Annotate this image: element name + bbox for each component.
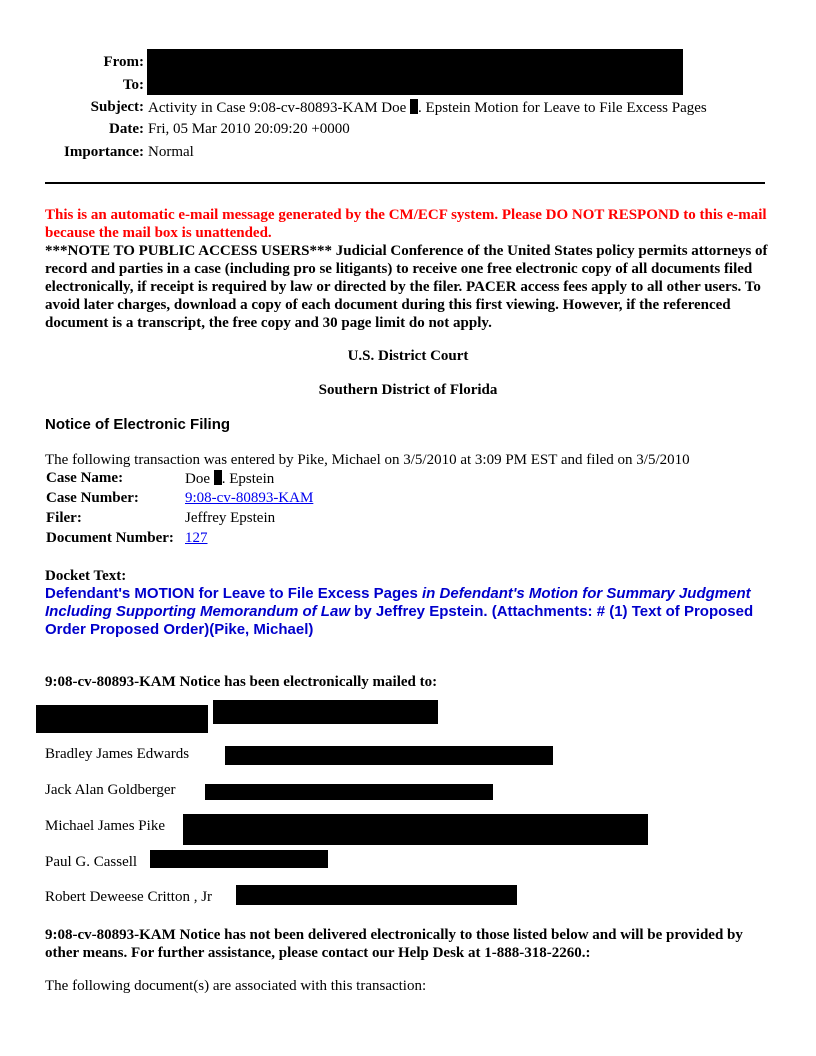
- header-divider: [45, 182, 765, 184]
- document-number-row: [45, 530, 314, 550]
- subject-text-pre: Activity in Case 9:08-cv-80893-KAM Doe: [148, 100, 407, 116]
- subject-label: Subject:: [90, 99, 144, 115]
- redaction-recipient-2-address: [205, 784, 493, 800]
- subject-text-post: . Epstein Motion for Leave to File Excess Pages: [418, 100, 707, 116]
- subject-value: [148, 99, 707, 117]
- docket-text-label: Docket Text:: [45, 568, 127, 584]
- court-name: U.S. District Court: [347, 348, 469, 364]
- public-access-note: ***NOTE TO PUBLIC ACCESS USERS*** Judicial Conference of the United States policy permits attorneys of record and parties in a case (including pro se litigants) to receive one free electronic copy of all documents filed electronically, if receipt is required by law or directed by the filer. PACER access fees apply to all other users. To avoid later charges, download a copy of each document during this first viewing. However, if the referenced document is a transcript, the free copy and 30 page limit do not apply.: [45, 243, 768, 331]
- redaction-case-name: [214, 470, 222, 485]
- to-label: To:: [122, 77, 144, 93]
- redaction-recipient-4-address: [150, 850, 328, 868]
- document-number-label: Document Number:: [46, 530, 174, 546]
- recipient-3: Michael James Pike: [45, 818, 165, 834]
- docket-part-3: by Jeffrey Epstein. (Attachments: # (1) Text of Proposed Order Proposed Order)(Pike, Michael): [45, 603, 754, 638]
- case-info-table: [45, 470, 314, 550]
- recipient-2: Jack Alan Goldberger: [45, 782, 176, 798]
- case-name-value: [184, 470, 314, 490]
- redaction-recipient-3-address: [183, 814, 648, 845]
- case-name-post: . Epstein: [221, 471, 275, 487]
- nef-title: Notice of Electronic Filing: [45, 416, 231, 433]
- redaction-recipient-5-address: [236, 885, 517, 905]
- filer-value: Jeffrey Epstein: [185, 510, 276, 526]
- case-number-label: Case Number:: [46, 490, 139, 506]
- case-name-row: [45, 470, 314, 490]
- redaction-recipient-1-address: [225, 746, 553, 765]
- auto-message-warning: This is an automatic e-mail message generated by the CM/ECF system. Please DO NOT RESPOND to this e-mail because the mail box is unattended.: [45, 207, 767, 241]
- recipient-4: Paul G. Cassell: [45, 854, 138, 870]
- date-label: Date:: [109, 121, 144, 137]
- filer-label: Filer:: [46, 510, 82, 526]
- recipient-1: Bradley James Edwards: [45, 746, 190, 762]
- redaction-subject: [410, 99, 418, 114]
- date-value: Fri, 05 Mar 2010 20:09:20 +0000: [148, 121, 350, 137]
- docket-part-2: in Defendant's Motion for Summary Judgment Including Supporting Memorandum of Law: [45, 585, 751, 620]
- redaction-recipient-1-name: [36, 705, 208, 733]
- redaction-from-to: [147, 49, 683, 95]
- case-number-link[interactable]: 9:08-cv-80893-KAM: [185, 490, 314, 506]
- not-delivered-notice: 9:08-cv-80893-KAM Notice has not been delivered electronically to those listed below and will be provided by other means. For further assistance, please contact our Help Desk at 1-888-318-2260.:: [45, 927, 743, 961]
- case-name-pre: Doe: [185, 471, 210, 487]
- associated-docs-text: The following document(s) are associated with this transaction:: [45, 978, 427, 994]
- importance-label: Importance:: [64, 144, 144, 160]
- mailed-heading: 9:08-cv-80893-KAM Notice has been electronically mailed to:: [45, 674, 438, 690]
- redaction-recipient-1-email: [213, 700, 438, 724]
- recipient-5: Robert Deweese Critton , Jr: [45, 889, 213, 905]
- importance-value: Normal: [148, 144, 194, 160]
- docket-part-1: Defendant's MOTION for Leave to File Excess Pages: [45, 585, 423, 602]
- from-label: From:: [103, 54, 144, 70]
- court-district: Southern District of Florida: [318, 382, 498, 398]
- case-number-row: [45, 490, 314, 510]
- document-number-link[interactable]: 127: [185, 530, 208, 546]
- filer-row: [45, 510, 314, 530]
- docket-text: [45, 585, 775, 639]
- case-name-label: Case Name:: [46, 470, 124, 486]
- transaction-text: The following transaction was entered by Pike, Michael on 3/5/2010 at 3:09 PM EST and filed on 3/5/2010: [45, 452, 690, 468]
